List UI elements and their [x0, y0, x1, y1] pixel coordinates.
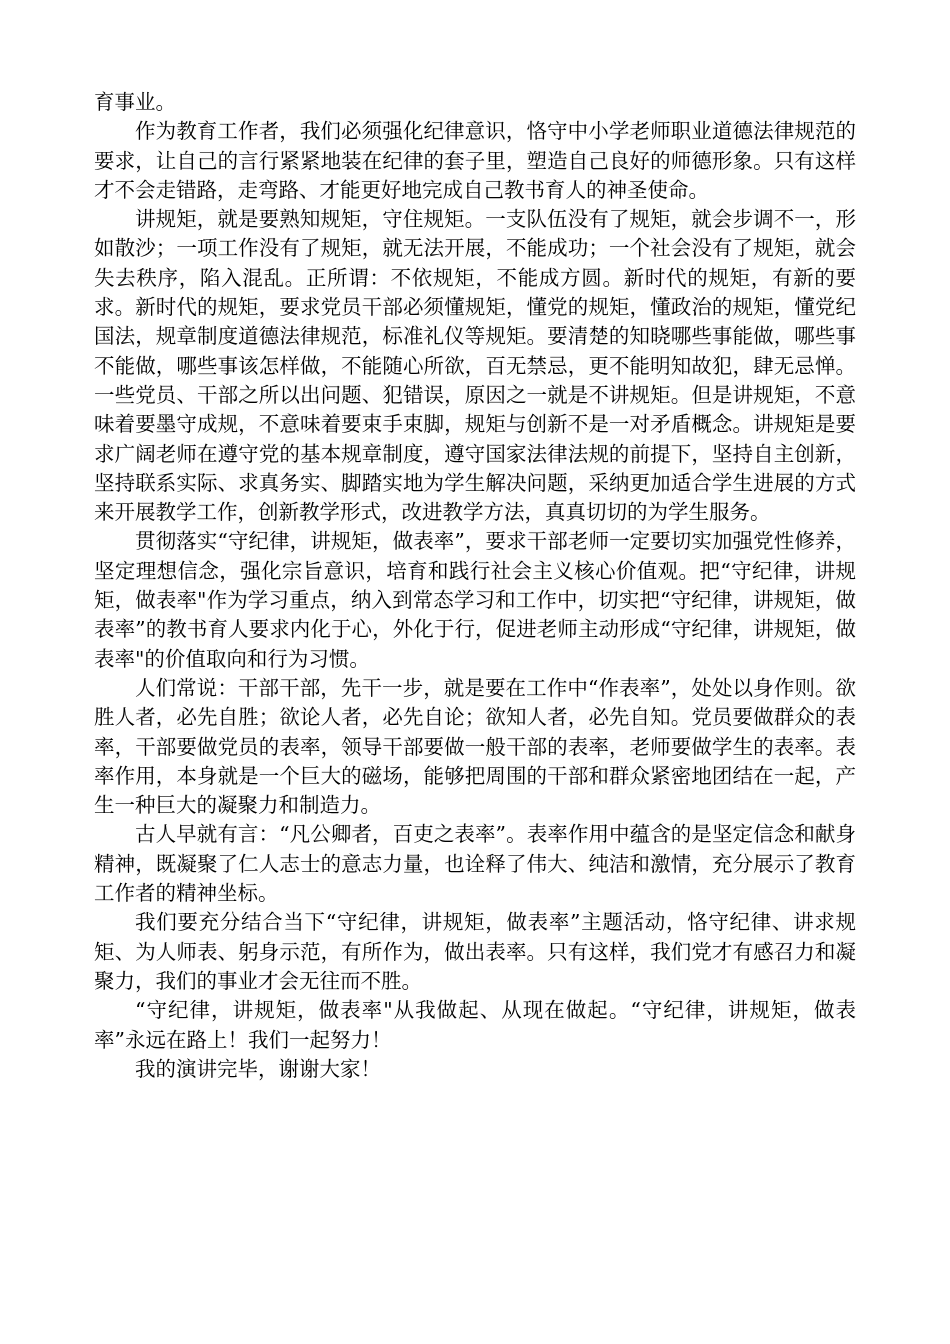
- paragraph-8: “守纪律，讲规矩，做表率"从我做起、从现在做起。“守纪律，讲规矩，做表率”永远在路上！我们一起努力！: [94, 998, 856, 1052]
- paragraph-2: 作为教育工作者，我们必须强化纪律意识，恪守中小学老师职业道德法律规范的要求，让自己的言行紧紧地装在纪律的套子里，塑造自己良好的师德形象。只有这样才不会走错路，走弯路、才能更好地完成自己教书育人的神圣使命。: [94, 119, 856, 202]
- paragraph-5: 人们常说：干部干部，先干一步，就是要在工作中“作表率”，处处以身作则。欲胜人者，必先自胜；欲论人者，必先自论；欲知人者，必先自知。党员要做群众的表率，干部要做党员的表率，领导干部要做一般干部的表率，老师要做学生的表率。表率作用，本身就是一个巨大的磁场，能够把周围的干部和群众紧密地团结在一起，产生一种巨大的凝聚力和制造力。: [94, 675, 856, 818]
- paragraph-7: 我们要充分结合当下“守纪律，讲规矩，做表率”主题活动，恪守纪律、讲求规矩、为人师表、躬身示范，有所作为，做出表率。只有这样，我们党才有感召力和凝聚力，我们的事业才会无往而不胜。: [94, 910, 856, 993]
- paragraph-4: 贯彻落实“守纪律，讲规矩，做表率”，要求干部老师一定要切实加强党性修养，坚定理想信念，强化宗旨意识，培育和践行社会主义核心价值观。把“守纪律，讲规矩，做表率"作为学习重点，纳入到常态学习和工作中，切实把“守纪律，讲规矩，做表率”的教书育人要求内化于心，外化于行，促进老师主动形成“守纪律，讲规矩，做表率"的价值取向和行为习惯。: [94, 529, 856, 671]
- paragraph-1: 育事业。: [94, 90, 176, 114]
- paragraph-3: 讲规矩，就是要熟知规矩，守住规矩。一支队伍没有了规矩，就会步调不一，形如散沙；一项工作没有了规矩，就无法开展，不能成功；一个社会没有了规矩，就会失去秩序，陷入混乱。正所谓：不依规矩，不能成方圆。新时代的规矩，有新的要求。新时代的规矩，要求党员干部必须懂规矩，懂党的规矩，懂政治的规矩，懂党纪国法，规章制度道德法律规范，标准礼仪等规矩。要清楚的知晓哪些事能做，哪些事不能做，哪些事该怎样做，不能随心所欲，百无禁忌，更不能明知故犯，肆无忌惮。一些党员、干部之所以出问题、犯错误，原因之一就是不讲规矩。但是讲规矩，不意味着要墨守成规，不意味着要束手束脚，规矩与创新不是一对矛盾概念。讲规矩是要求广阔老师在遵守党的基本规章制度，遵守国家法律法规的前提下，坚持自主创新，坚持联系实际、求真务实、脚踏实地为学生解决问题，采纳更加适合学生进展的方式来开展教学工作，创新教学形式，改进教学方法，真真切切的为学生服务。: [94, 207, 856, 525]
- paragraph-6: 古人早就有言：“凡公卿者，百吏之表率”。表率作用中蕴含的是坚定信念和献身精神，既凝聚了仁人志士的意志力量，也诠释了伟大、纯洁和激情，充分展示了教育工作者的精神坐标。: [94, 822, 856, 906]
- paragraph-9: 我的演讲完毕，谢谢大家！: [135, 1056, 381, 1081]
- document-body: [94, 88, 856, 1084]
